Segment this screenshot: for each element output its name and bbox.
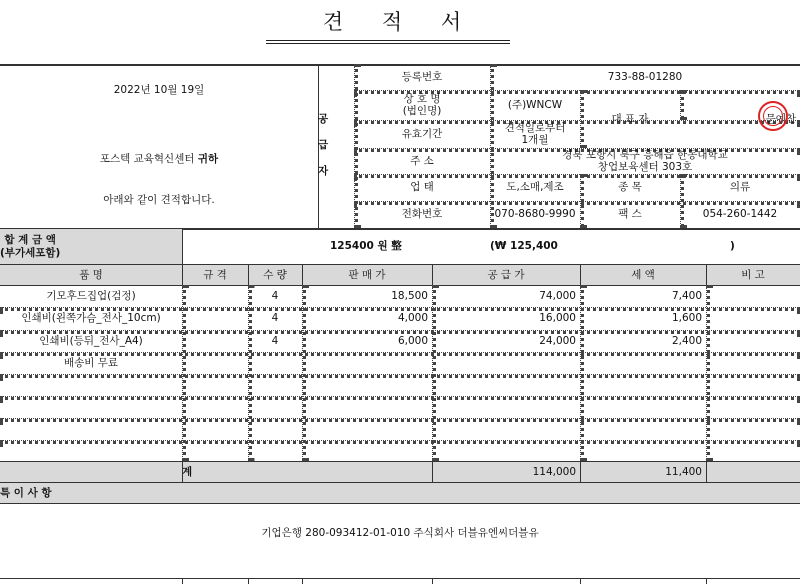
ceo-value: 문예찬 <box>765 112 796 125</box>
bottom-tick <box>182 578 183 584</box>
item-qty: 4 <box>271 312 279 325</box>
column-line <box>302 285 306 461</box>
column-header-3: 판 매 가 <box>348 268 386 281</box>
column-divider <box>302 264 303 286</box>
subtotal-supply: 114,000 <box>532 465 576 478</box>
total-close: ) <box>730 240 735 253</box>
item-name: 기모후드집업(검정) <box>46 289 136 302</box>
business-type-value: 도,소매,제조 <box>506 181 564 194</box>
column-line <box>706 285 710 461</box>
item-spec <box>182 330 248 352</box>
fax-label: 팩 스 <box>618 208 642 221</box>
item-unit-price: 18,500 <box>391 289 428 302</box>
column-divider <box>706 264 707 286</box>
address-label: 주 소 <box>410 154 434 167</box>
recipient-line <box>0 146 318 172</box>
item-tax <box>580 396 706 418</box>
bottom-tick <box>432 578 433 584</box>
item-spec <box>182 285 248 307</box>
company-label: 상 호 명 (법인명) <box>402 92 442 117</box>
item-name <box>0 418 182 440</box>
item-value: 의류 <box>729 181 751 194</box>
column-header-2: 수 량 <box>263 268 287 281</box>
item-qty <box>248 352 302 374</box>
item-tax <box>580 418 706 440</box>
item-spec <box>182 440 248 461</box>
item-note <box>706 374 800 396</box>
item-qty: 4 <box>271 334 279 347</box>
column-divider <box>182 264 183 286</box>
item-tax <box>580 440 706 461</box>
column-line <box>432 285 436 461</box>
bottom-tick <box>302 578 303 584</box>
document-title: 견 적 서 <box>322 10 478 34</box>
fax-value: 054-260-1442 <box>702 208 778 221</box>
company-seal-icon <box>758 101 788 131</box>
item-spec <box>182 352 248 374</box>
item-spec <box>182 374 248 396</box>
item-label: 종 목 <box>618 181 642 194</box>
item-unit-price <box>302 440 432 461</box>
item-tax: 2,400 <box>671 334 702 347</box>
bottom-tick <box>248 578 249 584</box>
item-unit-price: 4,000 <box>397 312 428 325</box>
reg-number-value: 733-88-01280 <box>607 70 683 83</box>
item-supply <box>432 440 580 461</box>
item-note <box>706 352 800 374</box>
column-header-4: 공 급 가 <box>487 268 525 281</box>
item-tax: 1,600 <box>671 312 702 325</box>
item-supply: 16,000 <box>539 312 576 325</box>
column-line <box>580 285 584 461</box>
item-qty <box>248 440 302 461</box>
item-note <box>706 330 800 352</box>
item-supply <box>432 396 580 418</box>
item-tax: 7,400 <box>671 289 702 302</box>
company-value: (주)WNCW <box>507 98 563 111</box>
item-note <box>706 285 800 307</box>
item-supply <box>432 418 580 440</box>
business-type-label: 업 태 <box>410 181 434 194</box>
total-amount-text: 125400 원 整 <box>330 240 402 253</box>
supplier-label-1: 공 <box>318 112 329 125</box>
ceo-label: 대 표 자 <box>611 112 649 125</box>
item-supply <box>432 352 580 374</box>
recipient-suffix: 귀하 <box>197 152 219 165</box>
reg-number-label: 등록번호 <box>401 70 443 83</box>
column-header-6: 비 고 <box>741 268 765 281</box>
item-spec <box>182 418 248 440</box>
item-name <box>0 440 182 461</box>
item-qty <box>248 374 302 396</box>
validity-value: 견적일로부터 1개월 <box>504 121 566 146</box>
item-name: 배송비 무료 <box>63 356 119 369</box>
validity-label: 유효기간 <box>401 127 443 140</box>
column-header-5: 세 액 <box>631 268 655 281</box>
supplier-label-3: 자 <box>318 164 329 177</box>
column-header-0: 품 명 <box>79 268 103 281</box>
column-divider <box>432 264 433 286</box>
item-unit-price <box>302 374 432 396</box>
phone-value: 070-8680-9990 <box>494 208 576 221</box>
item-name <box>0 374 182 396</box>
item-unit-price <box>302 352 432 374</box>
total-amount-won: (₩ 125,400 <box>490 240 558 253</box>
item-unit-price: 6,000 <box>397 334 428 347</box>
total-label: 합 계 금 액 (부가세포함) <box>0 234 61 259</box>
item-unit-price <box>302 418 432 440</box>
intro-text: 아래와 같이 견적합니다. <box>103 193 215 206</box>
subtotal-divider <box>432 461 433 482</box>
item-spec <box>182 307 248 330</box>
column-divider <box>580 264 581 286</box>
supplier-label-2: 급 <box>318 138 329 151</box>
estimate-date: 2022년 10월 19일 <box>113 83 205 96</box>
item-note <box>706 307 800 330</box>
subtotal-label: 계 <box>182 465 193 478</box>
item-supply: 74,000 <box>539 289 576 302</box>
item-tax <box>580 374 706 396</box>
total-divider <box>182 228 183 264</box>
item-spec <box>182 396 248 418</box>
phone-label: 전화번호 <box>401 208 443 221</box>
subtotal-divider <box>706 461 707 482</box>
recipient-name: 포스텍 교육혁신센터 <box>99 152 195 165</box>
item-qty <box>248 418 302 440</box>
subtotal-divider <box>580 461 581 482</box>
column-line <box>248 285 252 461</box>
remarks-bottom-line <box>0 578 800 579</box>
item-qty: 4 <box>271 289 279 302</box>
column-header-1: 규 격 <box>203 268 227 281</box>
bottom-tick <box>580 578 581 584</box>
remarks-header-line <box>0 503 800 504</box>
item-name: 인쇄비(왼쪽가슴_전사_10cm) <box>21 312 161 325</box>
item-tax <box>580 352 706 374</box>
remarks-label: 특 이 사 항 <box>0 486 52 499</box>
item-supply <box>432 374 580 396</box>
item-unit-price <box>302 396 432 418</box>
subtotal-tax: 11,400 <box>665 465 702 478</box>
item-supply: 24,000 <box>539 334 576 347</box>
item-note <box>706 396 800 418</box>
item-qty <box>248 396 302 418</box>
item-note <box>706 418 800 440</box>
remarks-text: 기업은행 280-093412-01-010 주식회사 더블유엔씨더블유 <box>261 526 539 539</box>
item-note <box>706 440 800 461</box>
bottom-tick <box>706 578 707 584</box>
item-name <box>0 396 182 418</box>
subtotal-divider <box>182 461 183 482</box>
column-divider <box>248 264 249 286</box>
item-name: 인쇄비(등뒤_전사_A4) <box>39 334 143 347</box>
column-line <box>182 285 186 461</box>
address-value: 경북 포항시 북구 흥해읍 한동대학교 창업보육센터 303호 <box>562 148 728 173</box>
